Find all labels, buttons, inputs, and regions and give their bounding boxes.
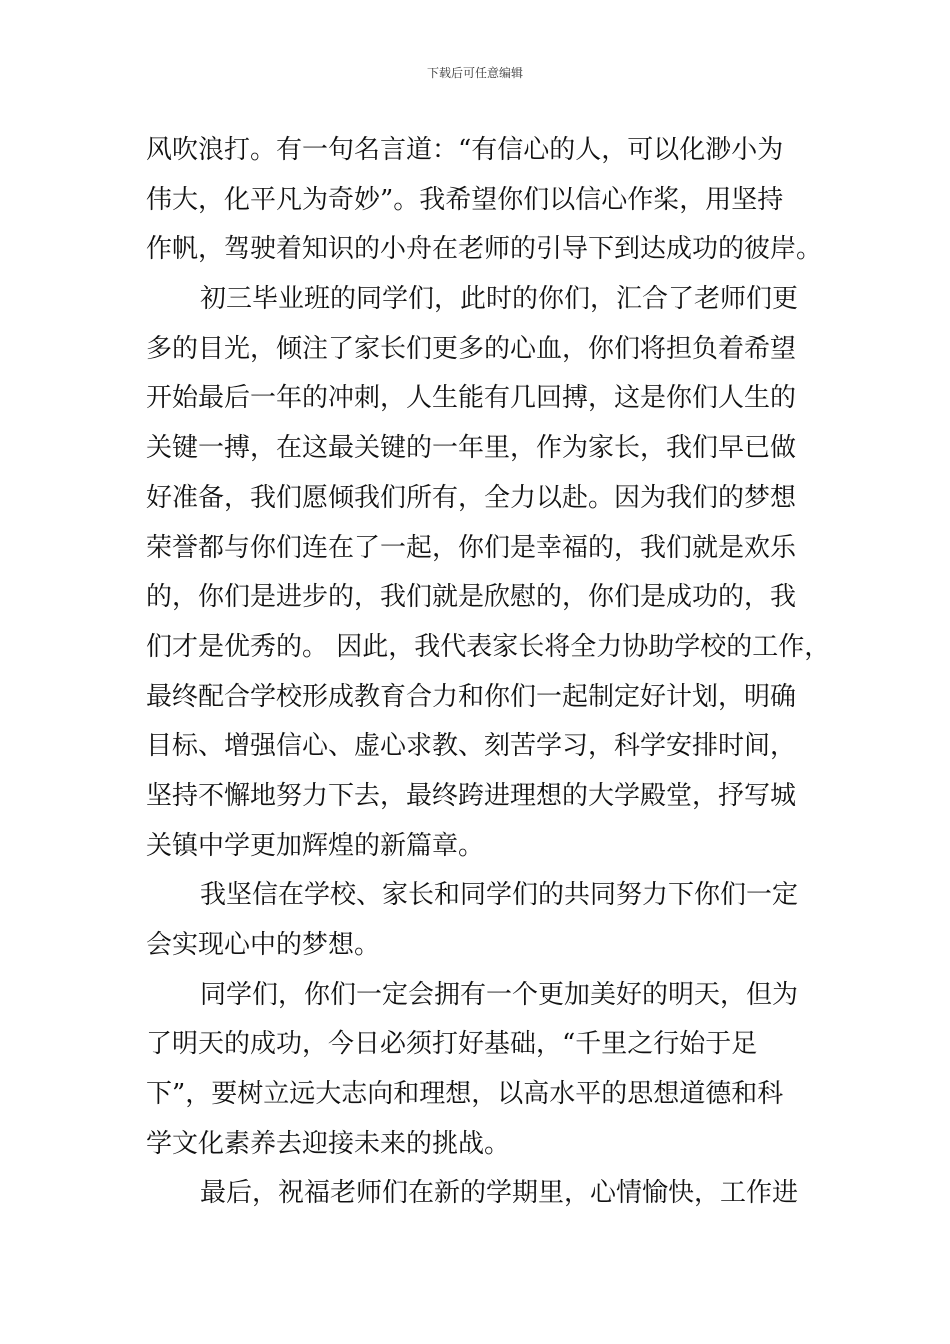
paragraph [146, 1169, 826, 1219]
paragraph [146, 126, 826, 275]
text-line: 关镇中学更加辉煌的新篇章。 [146, 830, 485, 861]
paragraph [146, 275, 831, 871]
text-line: 同学们，你们一定会拥有一个更加美好的明天，但为 [200, 979, 799, 1010]
text-line: 目标、增强信心、虚心求教、刻苦学习，科学安排时间， [146, 731, 797, 762]
text-line: 会实现心中的梦想。 [146, 930, 381, 960]
text-line: 风吹浪打。有一句名言道：“有信心的人，可以化渺小为 [146, 135, 784, 165]
text-line: 多的目光，倾注了家长们更多的心血，你们将担负着希望 [146, 333, 797, 364]
text-line: 我坚信在学校、家长和同学们的共同努力下你们一定 [200, 880, 799, 911]
text-line: 最终配合学校形成教育合力和你们一起制定好计划，明确 [146, 681, 797, 712]
paragraph [146, 871, 826, 970]
text-line: 下”，要树立远大志向和理想，以高水平的思想道德和科 [146, 1079, 784, 1110]
text-line: 好准备，我们愿倾我们所有，全力以赴。因为我们的梦想 [146, 482, 797, 513]
text-line: 伟大，化平凡为奇妙”。我希望你们以信心作桨，用坚持 [146, 184, 784, 215]
text-line: 了明天的成功，今日必须打好基础，“千里之行始于足 [146, 1029, 758, 1060]
text-line: 初三毕业班的同学们，此时的你们，汇合了老师们更 [200, 284, 799, 315]
text-line: 坚持不懈地努力下去，最终跨进理想的大学殿堂，抒写城 [146, 780, 797, 811]
document-body [146, 126, 831, 1219]
text-line: 关键一搏，在这最关键的一年里，作为家长，我们早已做 [146, 433, 797, 464]
page-header: 下载后可任意编辑 [426, 66, 523, 80]
text-line: 最后，祝福老师们在新的学期里，心情愉快，工作进 [200, 1178, 799, 1209]
text-line: 作帆，驾驶着知识的小舟在老师的引导下到达成功的彼岸。 [146, 234, 823, 265]
text-line: 开始最后一年的冲刺，人生能有几回搏，这是你们人生的 [146, 383, 797, 414]
text-line: 学文化素养去迎接未来的挑战。 [146, 1128, 511, 1159]
text-line: 的，你们是进步的，我们就是欣慰的，你们是成功的，我 [146, 582, 797, 613]
text-line: 们才是优秀的。 因此，我代表家长将全力协助学校的工作， [146, 631, 831, 662]
text-line: 荣誉都与你们连在了一起，你们是幸福的，我们就是欢乐 [146, 532, 797, 563]
paragraph [146, 971, 826, 1170]
